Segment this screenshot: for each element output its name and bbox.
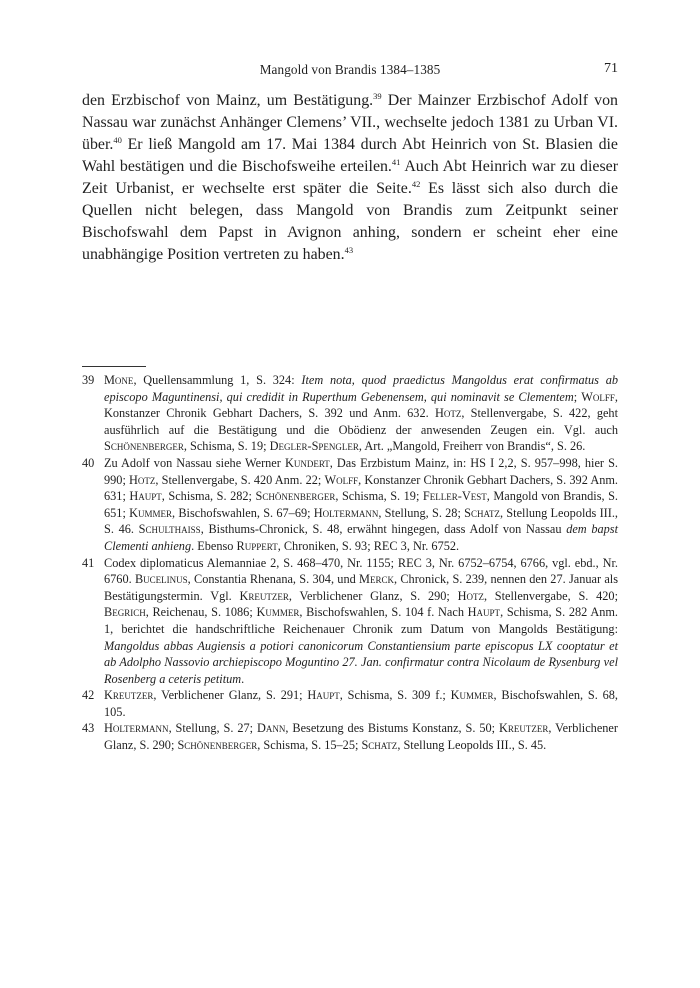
quotation: Mangoldus abbas Augiensis a potiori canonicorum Constantiensium parte episcopus LX cooptatur et ab Adolpho Nassovio archiepiscopo Moguntino 27. Jan. confirmatur contra Nicolaum de Rysenburg vel Rosenberg a ceteris petitum (104, 638, 618, 686)
text-run: ; (573, 389, 582, 404)
author-name: Feller-Vest (422, 489, 487, 504)
author-name: Kundert (284, 455, 330, 470)
text-run: Zu Adolf von Nassau siehe Werner (104, 455, 285, 470)
author-name: Schönenberger (255, 489, 336, 504)
author-name: Ruppert (236, 538, 278, 553)
author-name: Holtermann (104, 721, 169, 736)
text-run: , Verblichener Glanz, S. 291; (153, 688, 308, 703)
text-run: , Bischofswahlen, S. 104 f. Nach (299, 605, 468, 620)
text-run: , Besetzung des Bistums Konstanz, S. 50; (285, 721, 499, 736)
text-run: , Reichenau, S. 1086; (145, 605, 257, 620)
author-name: Hotz (457, 588, 484, 603)
text-run: , Schisma, S. 309 f.; (339, 688, 451, 703)
footnote-separator (82, 366, 146, 367)
author-name: Merck (359, 572, 394, 587)
running-head (82, 62, 618, 82)
text-run: , Stellung Leopolds III., S. 45. (397, 738, 547, 753)
footnote-text (104, 720, 618, 753)
author-name: Haupt (307, 688, 340, 703)
author-name: Schulthaiss (138, 522, 201, 537)
author-name: Schönenberger (104, 439, 184, 454)
footnote-number: 41 (82, 555, 95, 570)
footnote-ref[interactable]: 39 (373, 91, 382, 101)
text-run: , Bisthums-Chronick, S. 48, erwähnt hingegen, dass Adolf von Nassau (200, 522, 567, 537)
author-name: Bucelinus (134, 572, 188, 587)
footnote-40 (82, 455, 618, 555)
text-run: , Verblichener Glanz, S. 290; (104, 721, 618, 753)
text-run: , Stellung Leopolds III., S. 46. (104, 505, 618, 537)
author-name: Haupt (129, 489, 162, 504)
text-run: Auch Abt Heinrich war zu dieser Zeit Urbanist, er wechselte erst später die Seite. (82, 158, 618, 197)
footnote-text (104, 555, 618, 688)
author-name: Wolff (581, 389, 615, 404)
footnote-number: 43 (82, 721, 95, 736)
footnote-text (104, 687, 618, 720)
footnote-number: 42 (82, 688, 95, 703)
text-run: , Verblichener Glanz, S. 290; (288, 588, 458, 603)
page-number: 71 (604, 61, 618, 76)
text-run: , Chroniken, S. 93; REC 3, Nr. 6752. (277, 538, 460, 553)
text-run: , Stellung, S. 28; (378, 505, 465, 520)
author-name: Dann (257, 721, 286, 736)
text-run: , Stellung, S. 27; (168, 721, 258, 736)
text-run: , Bischofswahlen, S. 68, 105. (104, 688, 618, 719)
text-run: , Art. „Mangold, Freiherr von Brandis“, S. 26. (358, 439, 586, 454)
footnote-43 (82, 720, 618, 753)
author-name: Schatz (361, 738, 398, 753)
footnote-ref[interactable]: 41 (391, 157, 401, 167)
text-run: , Konstanzer Chronik Gebhart Dachers, S. 392 und Anm. 632. (104, 389, 618, 421)
author-name: Hotz (434, 406, 462, 421)
author-name: Kummer (450, 688, 494, 703)
author-name: Kreutzer (104, 688, 154, 703)
footnote-ref[interactable]: 42 (411, 179, 421, 189)
footnote-42 (82, 687, 618, 720)
author-name: Kummer (129, 505, 173, 520)
text-run: , Das Erzbistum Mainz, in: HS I 2,2, S. 957–998, hier S. 990; (104, 455, 618, 487)
text-run: , Schisma, S. 19; (183, 439, 270, 454)
text-run: , Chronick, S. 239, nennen den 27. Januar als Bestätigungstermin. Vgl. (104, 572, 619, 603)
author-name: Holtermann (313, 505, 379, 520)
text-run: Er ließ Mangold am 17. Mai 1384 durch Abt Heinrich von St. Blasien die Wahl bestätigen und die Bischofsweihe erteilen. (82, 136, 618, 175)
text-run: , Schisma, S. 282; (161, 489, 256, 504)
author-name: Kummer (256, 605, 300, 620)
text-run: . (241, 671, 245, 686)
footnote-ref[interactable]: 40 (113, 135, 122, 145)
text-run: , Quellensammlung 1, S. 324: (133, 373, 302, 387)
text-run: Der Mainzer Erzbischof Adolf von Nassau war zunächst Anhänger Clemens’ VII., wechselte jedoch 1381 zu Urban VI. über. (82, 92, 618, 153)
main-text (82, 90, 618, 266)
text-run: , Schisma, S. 282 Anm. 1, berichtet die handschriftliche Reichenauer Chronik zum Datum von Mangolds Bestätigung: (104, 605, 618, 636)
text-run: , Schisma, S. 15–25; (257, 738, 362, 753)
author-name: Mone (104, 373, 134, 387)
footnote-number: 40 (82, 455, 95, 470)
text-run: den Erzbischof von Mainz, um Bestätigung. (82, 92, 374, 109)
body-paragraph (82, 90, 618, 266)
text-run: . Ebenso (191, 538, 237, 553)
author-name: Begrich (104, 605, 146, 620)
footnote-text (104, 455, 618, 555)
text-run: , Mangold von Brandis, S. 651; (104, 489, 618, 520)
author-name: Schatz (464, 505, 500, 520)
footnotes (82, 372, 618, 754)
running-title: Mangold von Brandis 1384–1385 (259, 62, 441, 77)
quotation: Item nota, quod praedictus Mangoldus erat confirmatus ab episcopo Maguntinensi, qui credidit in Ruperthum Gebenensem, qui nominavit se Clementem (104, 373, 618, 404)
text-run: Es lässt sich also durch die Quellen nicht belegen, dass Mangold von Brandis zum Zeitpunkt seiner Bischofswahl dem Papst in Avignon anhing, sondern er scheint eher eine unabhängige Position vertreten zu haben. (82, 180, 618, 263)
author-name: Hotz (129, 472, 156, 487)
author-name: Degler-Spengler (269, 439, 359, 454)
author-name: Haupt (467, 605, 501, 620)
text-run: , Bischofswahlen, S. 67–69; (172, 505, 314, 520)
footnote-text (104, 372, 618, 455)
text-run: , Constantia Rhenana, S. 304, und (187, 572, 360, 587)
text-run: , Stellenvergabe, S. 422, geht ausführlich auf die Bestätigung und die Obödienz der anwesenden Zeugen ein. Vgl. auch (104, 406, 618, 437)
footnote-ref[interactable]: 43 (344, 245, 354, 255)
text-run: , Schisma, S. 19; (335, 489, 423, 504)
author-name: Kreutzer (499, 721, 549, 736)
text-run: Codex diplomaticus Alemanniae 2, S. 468–470, Nr. 1155; REC 3, Nr. 6752–6754, 6766, vgl. ebd., Nr. 6760. (104, 555, 618, 587)
text-run: , Stellenvergabe, S. 420 Anm. 22; (155, 472, 325, 487)
footnote-number: 39 (82, 373, 95, 387)
footnote-39 (82, 372, 618, 455)
author-name: Schönenberger (177, 738, 258, 753)
footnote-41 (82, 555, 618, 688)
author-name: Kreutzer (239, 588, 289, 603)
text-run: , Stellenvergabe, S. 420; (483, 588, 618, 603)
author-name: Wolff (324, 472, 359, 487)
quotation: dem bapst Clementi anhieng (104, 522, 619, 553)
text-run: , Konstanzer Chronik Gebhart Dachers, S. 392 Anm. 631; (104, 472, 618, 504)
